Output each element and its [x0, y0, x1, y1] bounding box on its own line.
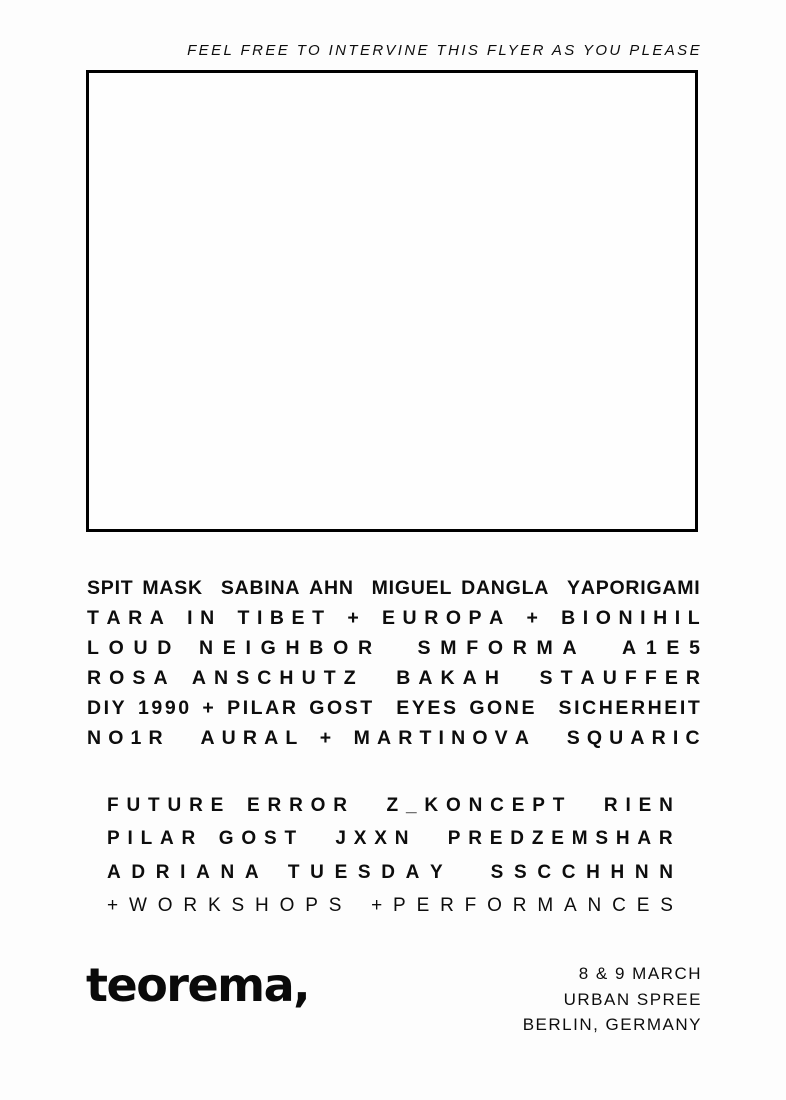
- lineup-primary-block: [87, 577, 700, 757]
- event-location: BERLIN, GERMANY: [522, 1015, 702, 1034]
- lineup-line: N O 1 R A U R A L + M A R T I N O V A S Q U A R I C: [87, 727, 700, 749]
- event-info: [523, 961, 702, 1038]
- event-venue: URBAN SPREE: [563, 989, 702, 1009]
- header-note: FEEL FREE TO INTERVINE THIS FLYER AS YOU PLEASE: [187, 42, 702, 59]
- lineup-line: L O U D N E I G H B O R S M F O R M A A 1 E 5: [87, 637, 700, 659]
- lineup-line: D I Y 1 9 9 0 + P I L A R G O S T E Y E S G O N E S I C H E R H E I T: [87, 697, 700, 719]
- event-date: 8 & 9 MARCH: [578, 964, 702, 983]
- lineup-line: + W O R K S H O P S + P E R F O R M A N C E S: [107, 895, 673, 917]
- lineup-line: A D R I A N A T U E S D A Y S S C C H H N N: [107, 861, 673, 883]
- artwork-placeholder-box: [86, 70, 698, 532]
- lineup-line: P I L A R G O S T J X X N P R E D Z E M S H A R: [107, 828, 673, 850]
- lineup-secondary-block: [107, 795, 673, 929]
- lineup-line: R O S A A N S C H U T Z B A K A H S T A U F F E R: [87, 667, 700, 689]
- lineup-line: T A R A I N T I B E T + E U R O P A + B I O N I H I L: [87, 607, 700, 629]
- lineup-line: F U T U R E E R R O R Z _ K O N C E P T R I E N: [107, 795, 673, 816]
- teorema-logo: teorema,: [86, 958, 310, 1012]
- lineup-line: S P I T M A S K S A B I N A A H N M I G U E L D A N G L A Y A P O R I G A M I: [87, 577, 700, 599]
